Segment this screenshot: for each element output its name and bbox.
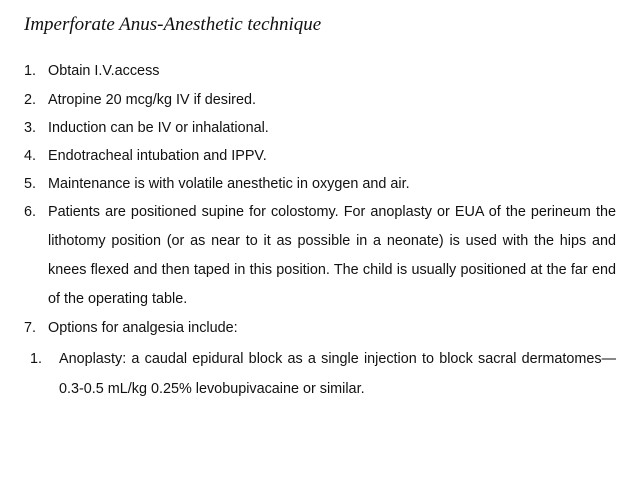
list-item [24, 198, 616, 314]
subitem-text: Anoplasty: a caudal epidural block as a single injection to block sacral dermatomes— 0.3-0.5 mL/kg 0.25% levobupivacaine or similar. [59, 351, 616, 397]
item-text: Options for analgesia include: [48, 320, 238, 336]
list-item [24, 142, 616, 170]
technique-list [24, 60, 616, 404]
item-text: Obtain I.V.access [48, 63, 160, 79]
list-item [24, 60, 616, 82]
item-text: Patients are positioned supine for colostomy. For anoplasty or EUA of the perineum the lithotomy position (or as near to it as possible in a neonate) is used with the hips and knees flexed and then taped in this position. The child is usually positioned at the far end of the operating table. [48, 204, 616, 307]
sub-list-item [30, 344, 616, 404]
list-item [24, 314, 616, 404]
list-item [24, 86, 616, 114]
item-text: Endotracheal intubation and IPPV. [48, 148, 267, 164]
analgesia-sublist [24, 344, 616, 404]
item-number: 2. [24, 92, 37, 108]
item-number: 6. [24, 204, 37, 220]
subitem-number: 1. [30, 351, 43, 367]
list-item [24, 170, 616, 198]
item-number: 7. [24, 320, 37, 336]
item-number: 1. [24, 63, 37, 79]
item-text: Atropine 20 mcg/kg IV if desired. [48, 92, 256, 108]
list-item [24, 114, 616, 142]
item-number: 4. [24, 148, 37, 164]
item-text: Maintenance is with volatile anesthetic in oxygen and air. [48, 176, 410, 192]
item-number: 3. [24, 120, 37, 136]
item-text: Induction can be IV or inhalational. [48, 120, 269, 136]
item-number: 5. [24, 176, 37, 192]
slide-title: Imperforate Anus-Anesthetic technique [24, 14, 322, 35]
